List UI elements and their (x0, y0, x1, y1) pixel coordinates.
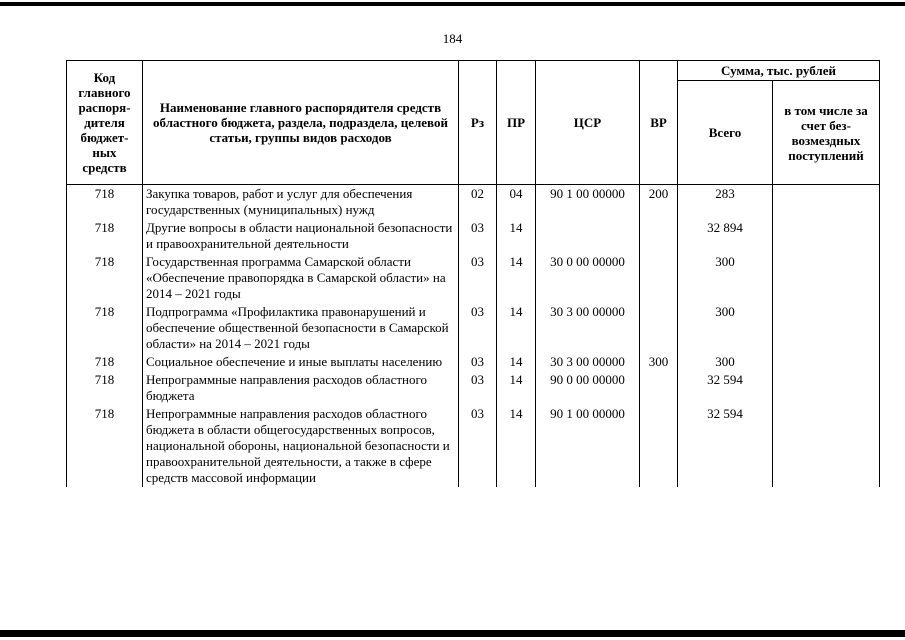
cell-vr (640, 253, 678, 303)
cell-incl (773, 303, 880, 353)
cell-pr: 14 (497, 253, 536, 303)
cell-pr: 14 (497, 219, 536, 253)
cell-pr: 14 (497, 353, 536, 371)
cell-name: Государственная программа Самарской области «Обеспечение правопорядка в Самарской области» на 2014 – 2021 годы (143, 253, 459, 303)
cell-pr: 14 (497, 303, 536, 353)
cell-vr (640, 219, 678, 253)
table-row (67, 371, 880, 405)
cell-rz: 03 (459, 303, 497, 353)
cell-code: 718 (67, 371, 143, 405)
header-incl: в том числе за счет без-возмездных поступлений (773, 81, 880, 185)
cell-csr: 30 3 00 00000 (536, 303, 640, 353)
table-body (67, 185, 880, 488)
cell-csr: 90 0 00 00000 (536, 371, 640, 405)
cell-code: 718 (67, 405, 143, 487)
cell-incl (773, 253, 880, 303)
budget-table (66, 60, 880, 487)
cell-csr: 30 0 00 00000 (536, 253, 640, 303)
cell-total: 32 594 (678, 405, 773, 487)
cell-pr: 14 (497, 371, 536, 405)
header-vr: ВР (640, 61, 678, 185)
cell-pr: 14 (497, 405, 536, 487)
cell-rz: 03 (459, 353, 497, 371)
table-row (67, 219, 880, 253)
cell-incl (773, 185, 880, 220)
cell-incl (773, 371, 880, 405)
cell-code: 718 (67, 303, 143, 353)
header-rz: Рз (459, 61, 497, 185)
table-row (67, 303, 880, 353)
top-border-bar (0, 2, 905, 6)
cell-incl (773, 353, 880, 371)
cell-rz: 03 (459, 371, 497, 405)
cell-total: 32 594 (678, 371, 773, 405)
cell-total: 32 894 (678, 219, 773, 253)
cell-name: Социальное обеспечение и иные выплаты населению (143, 353, 459, 371)
table-row (67, 353, 880, 371)
header-csr: ЦСР (536, 61, 640, 185)
cell-csr: 30 3 00 00000 (536, 353, 640, 371)
header-pr: ПР (497, 61, 536, 185)
cell-name: Закупка товаров, работ и услуг для обеспечения государственных (муниципальных) нужд (143, 185, 459, 220)
header-total: Всего (678, 81, 773, 185)
cell-vr (640, 405, 678, 487)
cell-total: 300 (678, 303, 773, 353)
cell-name: Непрограммные направления расходов областного бюджета в области общегосударственных вопросов, национальной обороны, национальной безопасности и правоохранительной деятельности, а также в сфере средств массовой информации (143, 405, 459, 487)
cell-incl (773, 219, 880, 253)
cell-total: 300 (678, 253, 773, 303)
cell-total: 283 (678, 185, 773, 220)
cell-vr: 300 (640, 353, 678, 371)
page-number: 184 (442, 31, 463, 46)
cell-vr (640, 303, 678, 353)
cell-vr (640, 371, 678, 405)
cell-csr: 90 1 00 00000 (536, 405, 640, 487)
cell-rz: 03 (459, 219, 497, 253)
cell-name: Непрограммные направления расходов областного бюджета (143, 371, 459, 405)
cell-rz: 03 (459, 253, 497, 303)
cell-rz: 02 (459, 185, 497, 220)
cell-name: Другие вопросы в области национальной безопасности и правоохранительной деятельности (143, 219, 459, 253)
cell-rz: 03 (459, 405, 497, 487)
cell-code: 718 (67, 219, 143, 253)
bottom-border-bar (0, 630, 905, 637)
cell-incl (773, 405, 880, 487)
header-name: Наименование главного распорядителя средств областного бюджета, раздела, подраздела, целевой статьи, группы видов расходов (143, 61, 459, 185)
table-row (67, 253, 880, 303)
cell-csr (536, 219, 640, 253)
cell-name: Подпрограмма «Профилактика правонарушений и обеспечение общественной безопасности в Самарской области» на 2014 – 2021 годы (143, 303, 459, 353)
cell-code: 718 (67, 253, 143, 303)
header-code: Код главного распоря-дителя бюджет-ных средств (67, 61, 143, 185)
cell-code: 718 (67, 185, 143, 220)
cell-code: 718 (67, 353, 143, 371)
cell-pr: 04 (497, 185, 536, 220)
table-row (67, 185, 880, 220)
cell-vr: 200 (640, 185, 678, 220)
cell-csr: 90 1 00 00000 (536, 185, 640, 220)
cell-total: 300 (678, 353, 773, 371)
table-row (67, 405, 880, 487)
header-sum: Сумма, тыс. рублей (678, 61, 880, 81)
